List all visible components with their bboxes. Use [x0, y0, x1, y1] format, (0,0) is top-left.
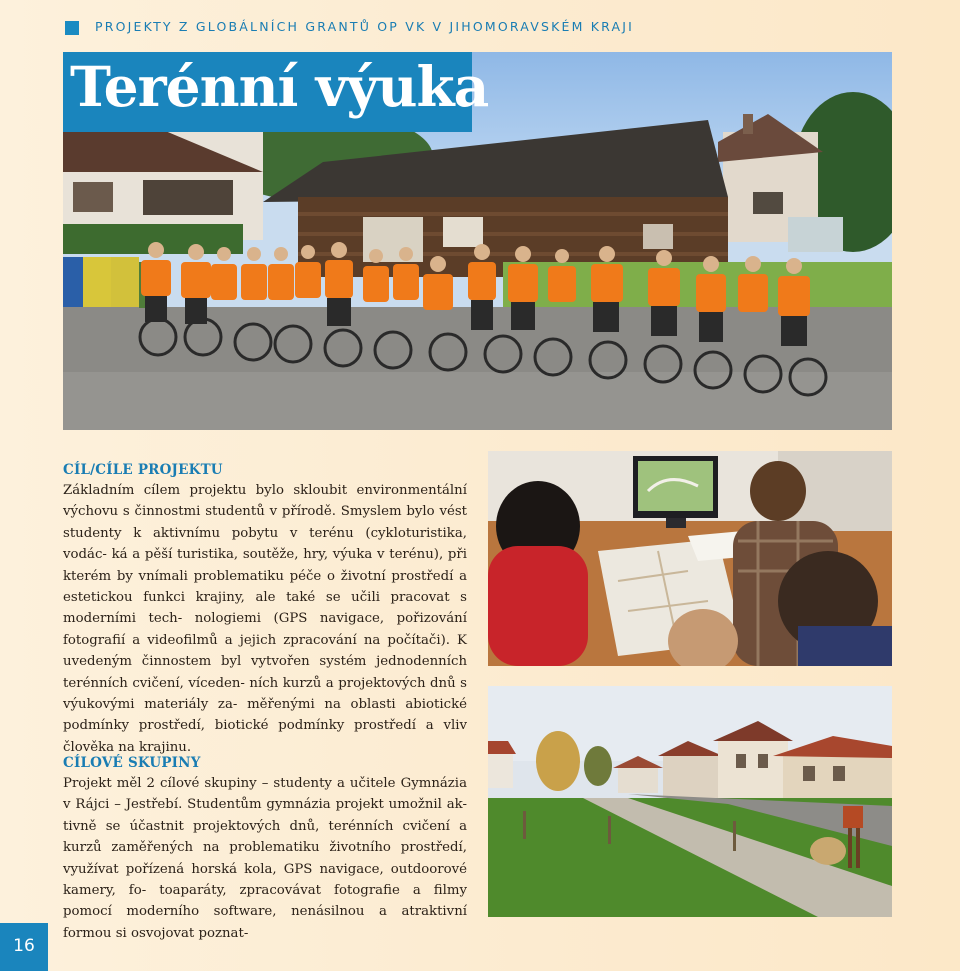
page-number: 16: [13, 936, 35, 956]
objectives-section: [63, 460, 467, 758]
text-line: tivně se účastnit projektových dnů, terénních cvičení a kurzů: [63, 818, 467, 856]
text-line: a jejich zpracování na počítači). K uvedeným činnostem byl: [63, 632, 467, 670]
title-banner: [63, 52, 489, 132]
text-line: software, nenásilnou a atraktivní formou si osvojovat poznat-: [63, 904, 468, 941]
page-number-box: [0, 923, 48, 971]
text-line: ká a pěší turistika, soutěže, hry, výuka v terénu), při kterém: [63, 547, 467, 584]
target-groups-heading: CÍLOVÉ SKUPINY: [63, 755, 201, 771]
photo-students-map: [488, 451, 892, 666]
text-line: by vnímali problematiku péče o životní prostředí a estetickou: [63, 568, 468, 606]
photo-village-street: [488, 686, 892, 917]
text-line: funkci krajiny, ale také se učili pracovat s moderními tech-: [63, 590, 467, 627]
text-line: pořízená horská kola, GPS navigace, outdoorové kamery, fo-: [63, 861, 467, 899]
text-line: v Rájci – Jestřebí. Studentům gymnázia projekt umožnil ak-: [63, 797, 467, 813]
text-line: podmínky prostředí a vliv člověka na krajinu.: [63, 718, 467, 755]
text-line: měřenými na oblasti abiotické podmínky prostředí, biotické: [63, 697, 468, 734]
text-line: vytvořen systém jednodenních terénních cvičení, víceden-: [63, 654, 468, 691]
header-square-marker: [65, 21, 79, 35]
target-groups-text: [63, 773, 467, 944]
text-line: ních kurzů a projektových dnů s výukovými materiály za-: [63, 675, 467, 713]
text-line: výchovu s činnostmi studentů v přírodě. Smyslem bylo vést: [63, 504, 467, 520]
text-line: Projekt měl 2 cílové skupiny – studenty a učitele Gymnázia: [63, 776, 467, 791]
objectives-text: [63, 480, 467, 758]
objectives-heading: CÍL/CÍLE PROJEKTU: [63, 462, 223, 478]
text-line: Základním cílem projektu bylo skloubit environmentální: [63, 483, 467, 498]
photo-students-illustration: [488, 451, 892, 666]
text-line: studenty k aktivnímu pobytu v terénu (cykloturistika, vodác-: [63, 525, 467, 563]
target-groups-section: [63, 753, 467, 944]
hero-photo-cyclists: [63, 52, 892, 430]
text-line: zaměřených na problematiku životního prostředí, využívat: [63, 840, 467, 877]
running-header: PROJEKTY Z GLOBÁLNÍCH GRANTŮ OP VK V JIHOMORAVSKÉM KRAJI: [95, 19, 635, 34]
photo-village-illustration: [488, 686, 892, 917]
page-title: Terénní výuka: [70, 54, 489, 119]
text-line: nologiemi (GPS navigace, pořizování fotografií a videofilmů: [63, 611, 467, 648]
text-line: toaparáty, zpracovávat fotografie a filmy pomocí moderního: [63, 883, 468, 920]
